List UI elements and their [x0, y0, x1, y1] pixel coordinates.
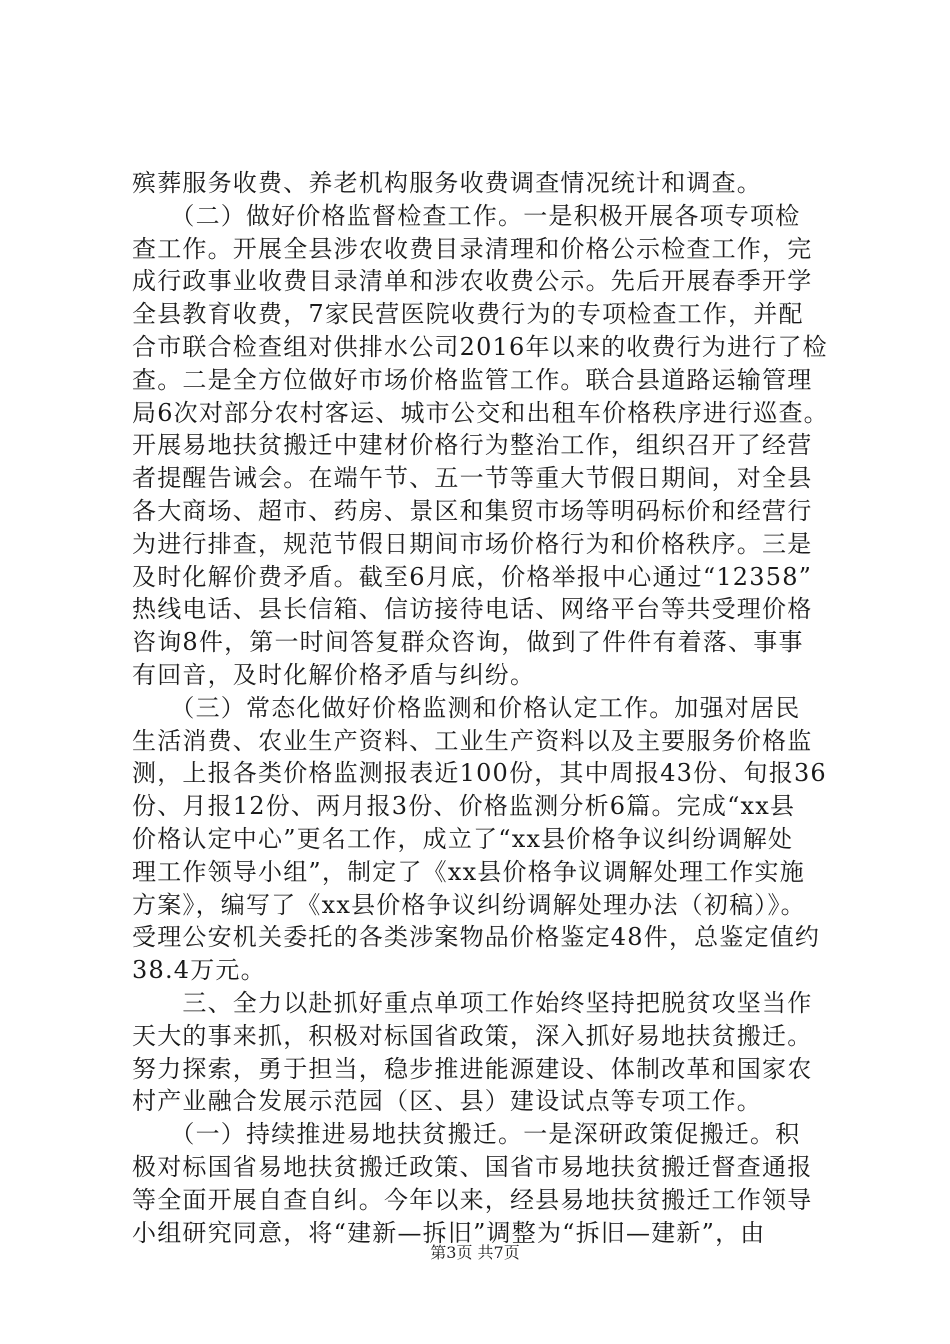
text-line: 生活消费、农业生产资料、工业生产资料以及主要服务价格监 [132, 726, 813, 755]
text-line: 热线电话、县长信箱、信访接待电话、网络平台等共受理价格 [132, 595, 813, 624]
text-line: 38.4万元。 [132, 956, 266, 985]
text-line: 理工作领导小组”，制定了《xx县价格争议调解处理工作实施 [132, 857, 805, 886]
text-line: （三）常态化做好价格监测和价格认定工作。加强对居民 [132, 693, 801, 722]
text-line: 努力探索，勇于担当，稳步推进能源建设、体制改革和国家农 [132, 1054, 813, 1083]
text-line: 殡葬服务收费、养老机构服务收费调查情况统计和调查。 [132, 169, 762, 197]
text-line: 各大商场、超市、药房、景区和集贸市场等明码标价和经营行 [132, 496, 813, 525]
text-line: 有回音，及时化解价格矛盾与纠纷。 [132, 660, 536, 689]
text-line: 等全面开展自查自纠。今年以来，经县易地扶贫搬迁工作领导 [132, 1185, 813, 1214]
text-line: 合市联合检查组对供排水公司2016年以来的收费行为进行了检 [132, 332, 828, 361]
page-footer: 第3页 共7页 [430, 1243, 520, 1262]
text-line: 方案》，编写了《xx县价格争议纠纷调解处理办法（初稿）》。 [132, 890, 806, 919]
text-line: 份、月报12份、两月报3份、价格监测分析6篇。完成“xx县 [132, 792, 796, 821]
text-line: 查。二是全方位做好市场价格监管工作。联合县道路运输管理 [132, 365, 813, 394]
text-line: 局6次对部分农村客运、城市公交和出租车价格秩序进行巡查。 [132, 398, 829, 427]
text-line: 全县教育收费，7家民营医院收费行为的专项检查工作，并配 [132, 300, 804, 329]
text-line: （一）持续推进易地扶贫搬迁。一是深研政策促搬迁。积 [132, 1120, 801, 1149]
text-line: 咨询8件，第一时间答复群众咨询，做到了件件有着落、事事 [132, 628, 804, 657]
text-line: 成行政事业收费目录清单和涉农收费公示。先后开展春季开学 [132, 267, 813, 296]
text-line: 测，上报各类价格监测报表近100份，其中周报43份、旬报36 [132, 759, 827, 788]
text-line: 者提醒告诫会。在端午节、五一节等重大节假日期间，对全县 [132, 464, 813, 493]
text-line: 天大的事来抓，积极对标国省政策，深入抓好易地扶贫搬迁。 [132, 1021, 813, 1050]
text-line: （二）做好价格监督检查工作。一是积极开展各项专项检 [132, 201, 801, 230]
text-line: 受理公安机关委托的各类涉案物品价格鉴定48件，总鉴定值约 [132, 923, 821, 952]
text-line: 开展易地扶贫搬迁中建材价格行为整治工作，组织召开了经营 [132, 431, 813, 460]
text-line: 小组研究同意，将“建新—拆旧”调整为“拆旧—建新”，由 [132, 1218, 766, 1247]
text-line: 价格认定中心”更名工作，成立了“xx县价格争议纠纷调解处 [132, 824, 794, 853]
text-line: 及时化解价费矛盾。截至6月底，价格举报中心通过“12358” [132, 562, 813, 591]
text-line: 极对标国省易地扶贫搬迁政策、国省市易地扶贫搬迁督查通报 [132, 1152, 813, 1181]
text-line: 村产业融合发展示范园（区、县）建设试点等专项工作。 [132, 1087, 762, 1116]
text-line: 查工作。开展全县涉农收费目录清理和价格公示检查工作，完 [132, 234, 813, 263]
body-text [132, 167, 832, 1249]
text-line: 为进行排查，规范节假日期间市场价格行为和价格秩序。三是 [132, 529, 813, 558]
text-line: 三、全力以赴抓好重点单项工作始终坚持把脱贫攻坚当作 [132, 988, 813, 1017]
